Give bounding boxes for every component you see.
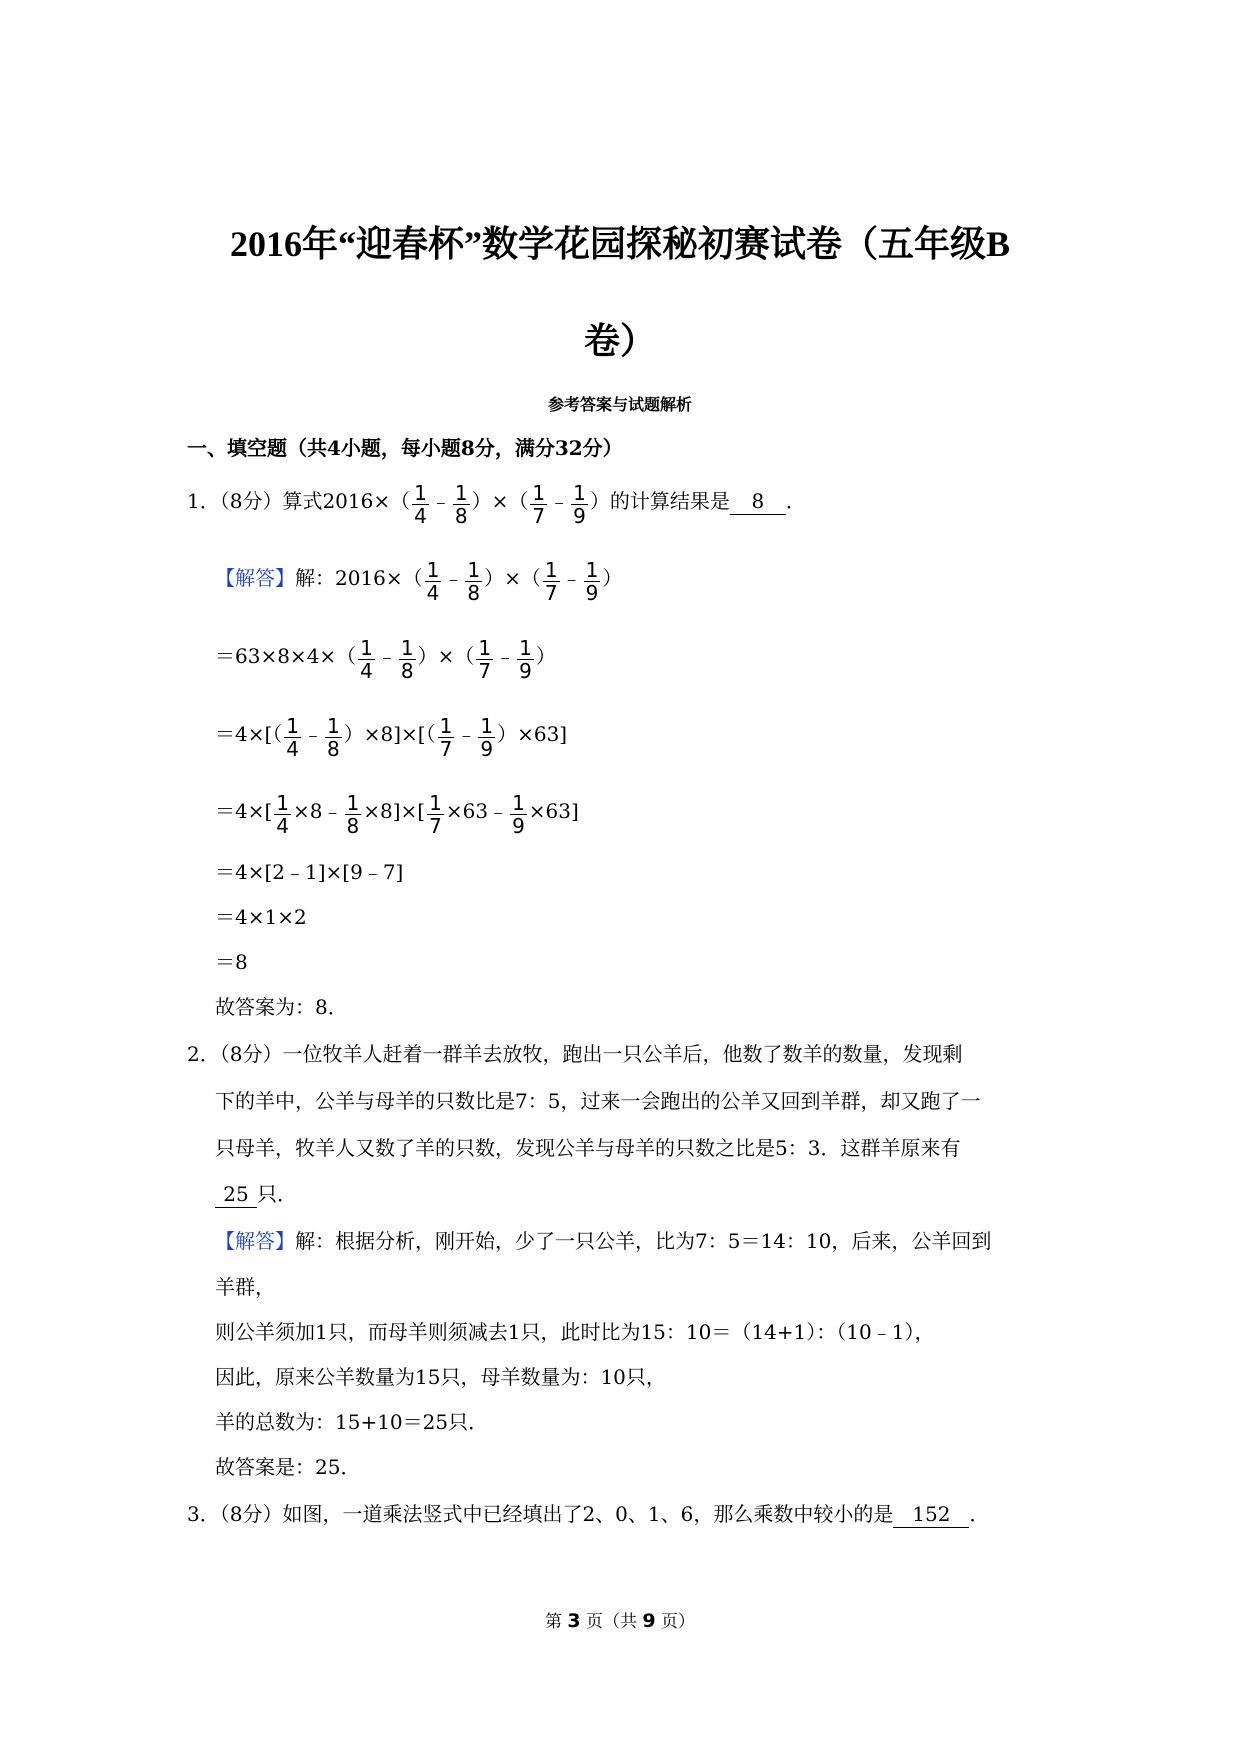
solution-step-1: ＝63×8×4×（ $\frac{1}{4}$ ﹣ $\frac{1}{8}$ ）×（ $\frac{1}{7}$ ﹣ $\frac{1}{9}$ ） [215,636,556,683]
solution-2-line5: 羊的总数为：15+10＝25只． [215,1410,489,1434]
answer-blank: 152 [893,1501,969,1528]
solution-2-conclusion: 故答案是：25． [215,1455,361,1479]
answer-blank: 8 [730,488,786,515]
solution-1-line: 【解答】解：2016×（ $\frac{1}{4}$ ﹣ $\frac{1}{8}$ ）×（ $\frac{1}{7}$ ﹣ $\frac{1}{9}$ ） [215,558,623,605]
page-number: 3 [567,1610,581,1632]
answer-blank: 25 [215,1181,257,1208]
fraction: $\frac{1}{7}$ [532,481,546,528]
solution-2-line2: 羊群， [215,1275,275,1299]
question-number: 1． [187,489,220,513]
document-title-line2: 卷） [583,321,656,361]
question-number: 3． [187,1502,220,1526]
solution-2-line4: 因此，原来公羊数量为15只，母羊数量为：10只， [215,1365,666,1389]
question-1: 1．（8分）算式2016×（ $\frac{1}{4}$ ﹣ $\frac{1}{8}$ ）×（ $\frac{1}{7}$ ﹣ $\frac{1}{9}$ ）的计算结果是 8 ． [187,481,806,528]
solution-step-2: ＝4×[（ $\frac{1}{4}$ ﹣ $\frac{1}{8}$ ）×8]×[（ $\frac{1}{7}$ ﹣ $\frac{1}{9}$ ）×63] [215,714,568,761]
solution-step-6: ＝8 [215,950,248,974]
document-subtitle: 参考答案与试题解析 [547,395,692,414]
page-footer: 第 3 页（共 9 页） [544,1610,696,1632]
solution-label: 【解答】 [215,1229,295,1253]
solution-step-3: ＝4×[ $\frac{1}{4}$ ×8﹣ $\frac{1}{8}$ ×8]×[ $\frac{1}{7}$ ×63﹣ $\frac{1}{9}$ ×63] [215,791,579,838]
solution-conclusion: 故答案为：8． [215,995,348,1019]
solution-label: 【解答】 [215,566,295,590]
question-2-line1: 2．（8分）一位牧羊人赶着一群羊去放牧，跑出一只公羊后，他数了数羊的数量，发现剩 [187,1042,963,1066]
question-3: 3．（8分）如图，一道乘法竖式中已经填出了2、0、1、6，那么乘数中较小的是 152 ． [187,1502,990,1526]
question-2-line2: 下的羊中，公羊与母羊的只数比是7：5，过来一会跑出的公羊又回到羊群，却又跑了一 [215,1089,981,1113]
question-number: 2． [187,1042,220,1066]
solution-step-4: ＝4×[2﹣1]×[9﹣7] [215,860,404,884]
fraction: $\frac{1}{9}$ [573,481,586,528]
section-header: 一、填空题（共4小题，每小题8分，满分32分） [187,436,623,460]
document-title-line1: 2016年“迎春杯”数学花园探秘初赛试卷（五年级B [229,224,1010,264]
question-2-line4: 25 只． [215,1180,297,1208]
solution-step-5: ＝4×1×2 [215,905,307,929]
question-2-line3: 只母羊，牧羊人又数了羊的只数，发现公羊与母羊的只数之比是5：3．这群羊原来有 [215,1136,961,1160]
fraction: $\frac{1}{8}$ [454,481,468,528]
fraction: $\frac{1}{4}$ [414,481,427,528]
solution-2-line3: 则公羊须加1只，而母羊则须减去1只，此时比为15：10＝（14+1）：（10﹣1）， [215,1320,935,1344]
question-text: （8分）算式2016×（ [219,489,411,513]
solution-2-line1: 【解答】解：根据分析，刚开始，少了一只公羊，比为7：5＝14：10，后来，公羊回到 [215,1229,992,1253]
page-total: 9 [642,1610,656,1632]
